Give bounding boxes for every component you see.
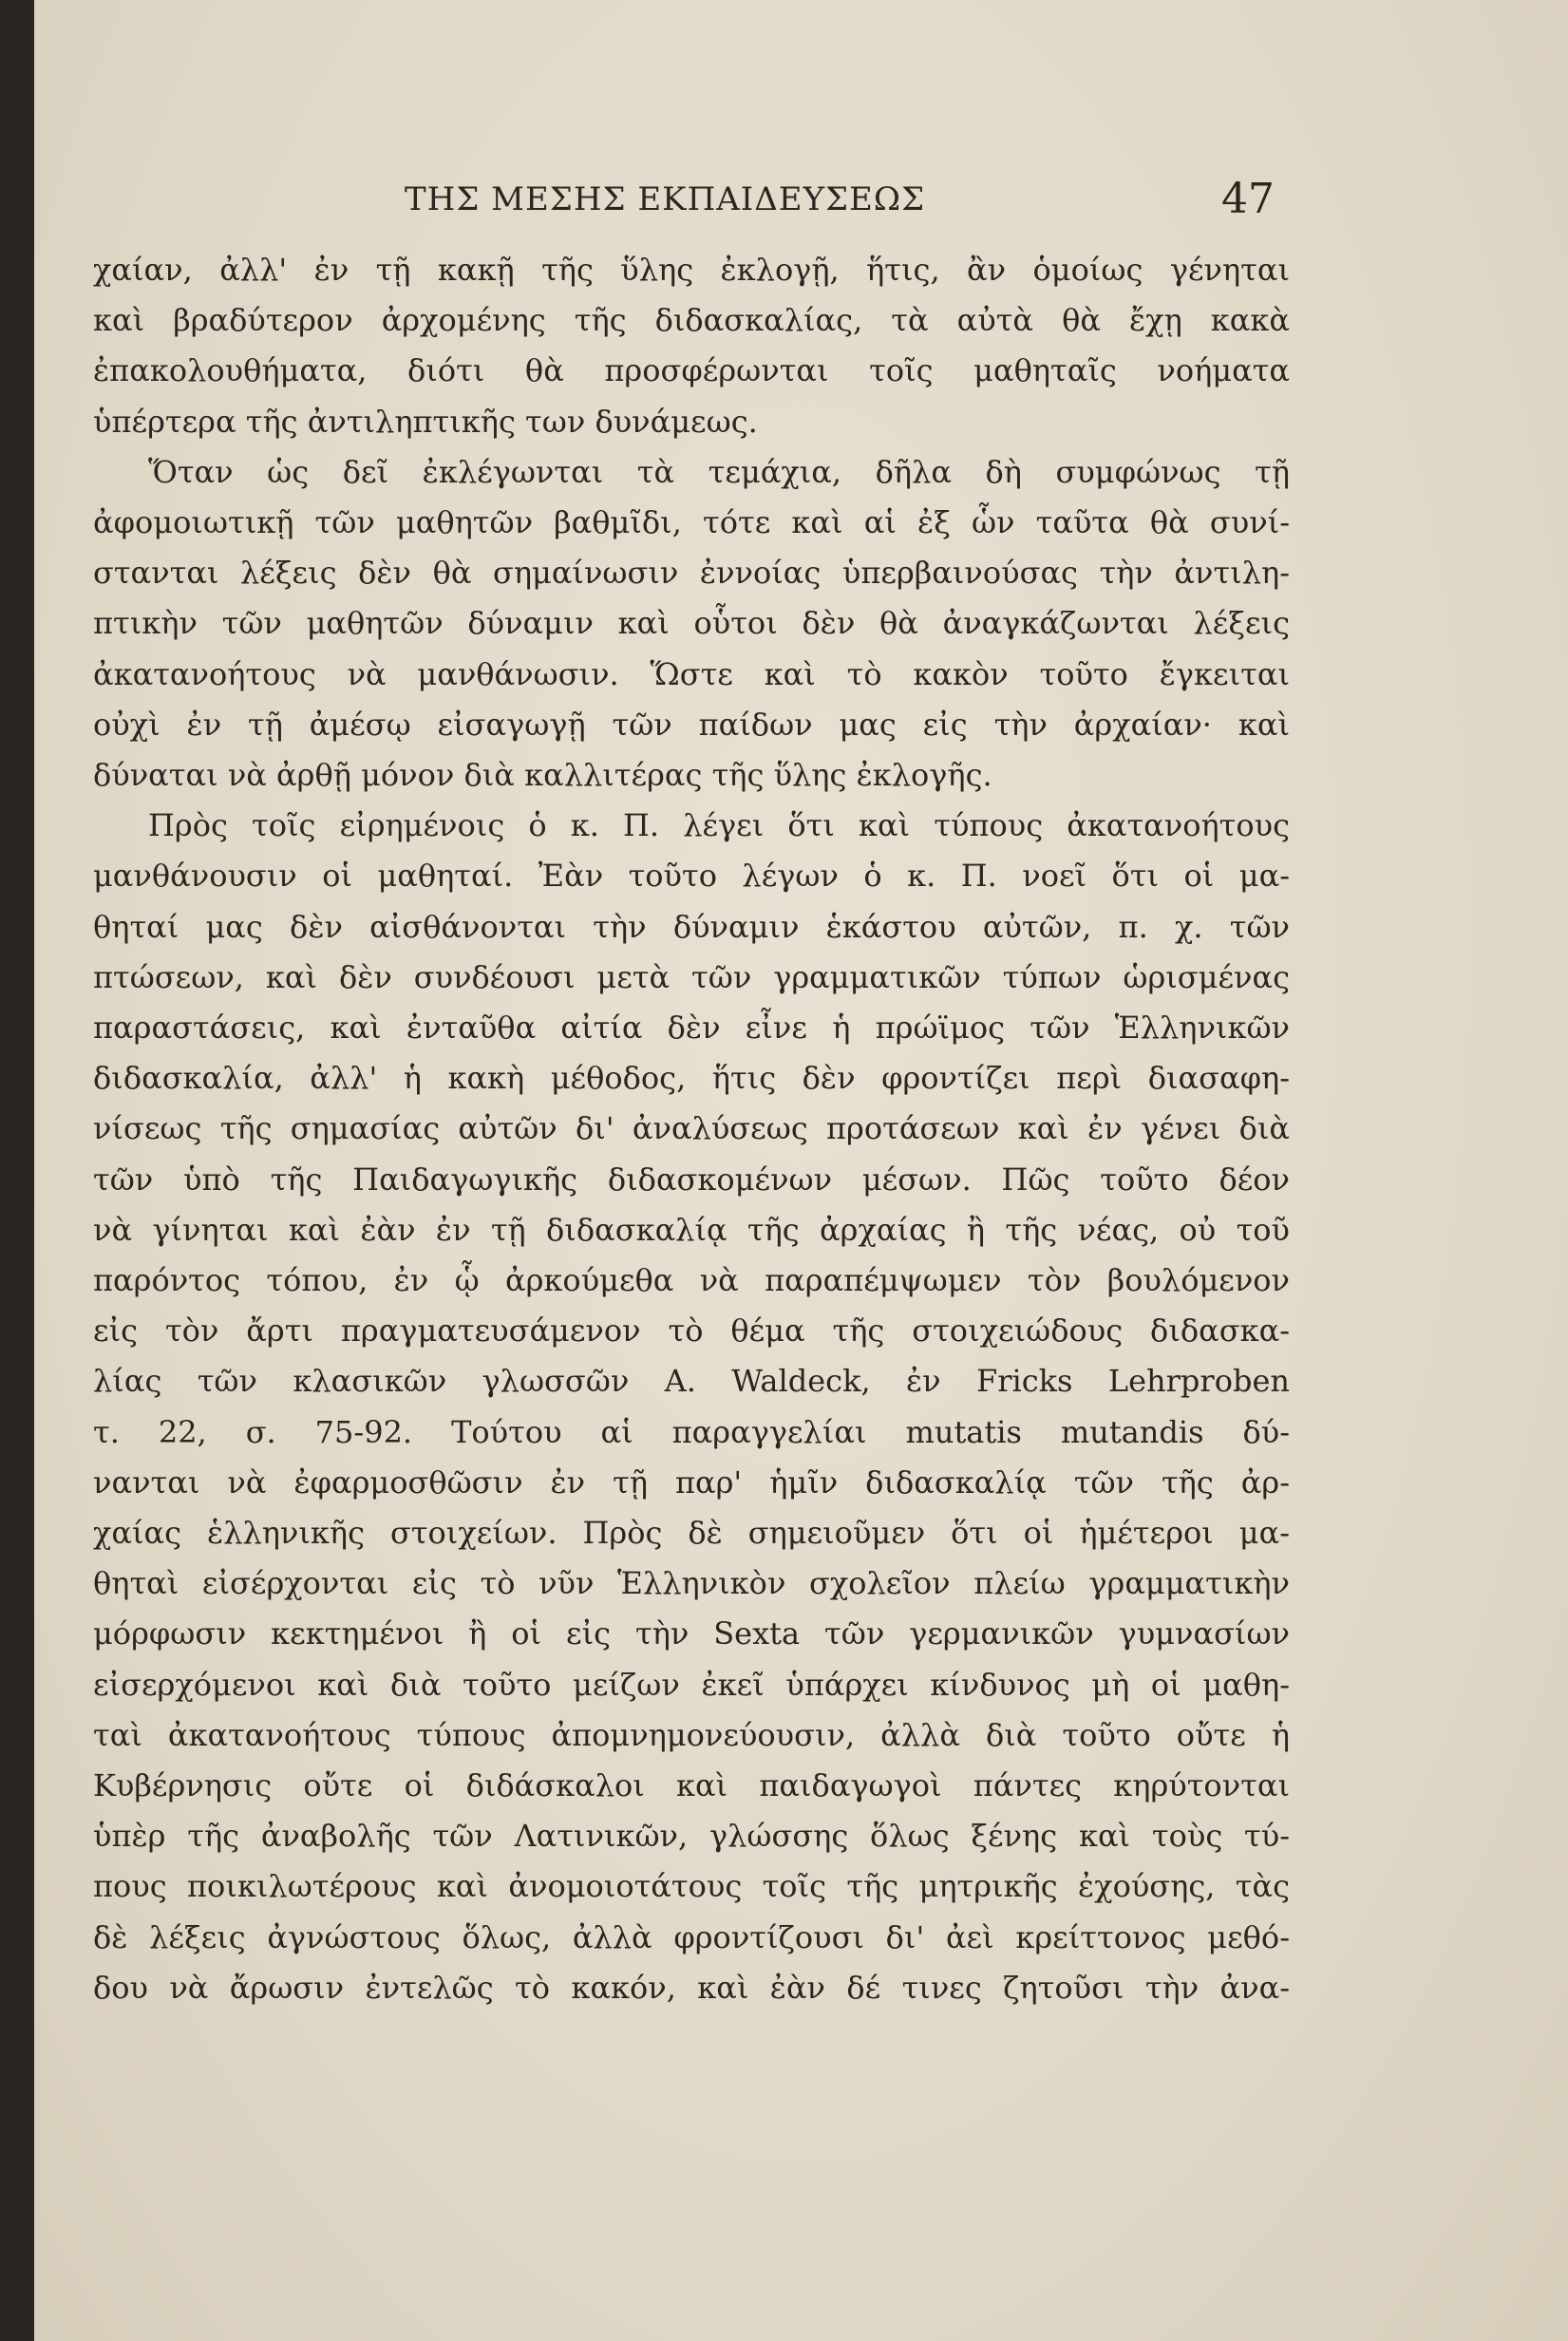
text-line: Ὅταν ὡς δεῖ ἐκλέγωνται τὰ τεμάχια, δῆλα δὴ συμφώνως τῇ [148,454,1290,490]
book-page [34,0,1568,2341]
text-line: πτώσεων, καὶ δὲν συνδέουσι μετὰ τῶν γραμματικῶν τύπων ὡρισμένας [93,959,1290,995]
text-line: ὑπέρτερα τῆς ἀντιληπτικῆς των δυνάμεως. [93,404,758,440]
text-line: εἰσερχόμενοι καὶ διὰ τοῦτο μείζων ἐκεῖ ὑπάρχει κίνδυνος μὴ οἱ μαθη- [93,1667,1290,1703]
text-line: Πρὸς τοῖς εἰρημένοις ὁ κ. Π. λέγει ὅτι καὶ τύπους ἀκατανοήτους [148,807,1290,843]
text-line: ἐπακολουθήματα, διότι θὰ προσφέρωνται τοῖς μαθηταῖς νοήματα [93,352,1290,388]
text-line: δου νὰ ἄρωσιν ἐντελῶς τὸ κακόν, καὶ ἐὰν δέ τινες ζητοῦσι τὴν ἀνα- [93,1970,1290,2006]
text-line: πους ποικιλωτέρους καὶ ἀνομοιοτάτους τοῖς τῆς μητρικῆς ἐχούσης, τὰς [93,1868,1290,1904]
text-line: χαίας ἑλληνικῆς στοιχείων. Πρὸς δὲ σημειοῦμεν ὅτι οἱ ἡμέτεροι μα- [93,1515,1290,1551]
text-line: μανθάνουσιν οἱ μαθηταί. Ἐὰν τοῦτο λέγων ὁ κ. Π. νοεῖ ὅτι οἱ μα- [93,858,1290,894]
text-line: εἰς τὸν ἄρτι πραγματευσάμενον τὸ θέμα τῆς στοιχειώδους διδασκα- [93,1312,1290,1349]
text-line: λίας τῶν κλασικῶν γλωσσῶν A. Waldeck, ἐν Fricks Lehrproben [93,1363,1290,1399]
page-number: 47 [1221,175,1275,223]
text-line: δὲ λέξεις ἀγνώστους ὅλως, ἀλλὰ φροντίζουσι δι' ἀεὶ κρείττονος μεθό- [93,1919,1290,1955]
text-line: δύναται νὰ ἀρθῇ μόνον διὰ καλλιτέρας τῆς ὕλης ἐκλογῆς. [93,757,992,793]
text-line: θηταί μας δὲν αἰσθάνονται τὴν δύναμιν ἑκάστου αὐτῶν, π. χ. τῶν [93,909,1290,945]
text-line: στανται λέξεις δὲν θὰ σημαίνωσιν ἐννοίας ὑπερβαινούσας τὴν ἀντιλη- [93,555,1290,591]
running-title: ΤΗΣ ΜΕΣΗΣ ΕΚΠΑΙΔΕΥΣΕΩΣ [405,180,926,218]
text-line: καὶ βραδύτερον ἀρχομένης τῆς διδασκαλίας, τὰ αὐτὰ θὰ ἔχῃ κακὰ [93,302,1290,338]
text-line: νανται νὰ ἐφαρμοσθῶσιν ἐν τῇ παρ' ἡμῖν διδασκαλίᾳ τῶν τῆς ἀρ- [93,1464,1290,1501]
text-line: χαίαν, ἀλλ' ἐν τῇ κακῇ τῆς ὕλης ἐκλογῇ, ἥτις, ἂν ὁμοίως γένηται [93,252,1290,288]
text-line: διδασκαλία, ἀλλ' ἡ κακὴ μέθοδος, ἥτις δὲν φροντίζει περὶ διασαφη- [93,1060,1290,1096]
text-line: τ. 22, σ. 75-92. Τούτου αἱ παραγγελίαι mutatis mutandis δύ- [93,1414,1290,1450]
page-header [34,175,1568,228]
text-line: ταὶ ἀκατανοήτους τύπους ἀπομνημονεύουσιν, ἀλλὰ διὰ τοῦτο οὔτε ἡ [93,1717,1290,1753]
text-line: οὐχὶ ἐν τῇ ἀμέσῳ εἰσαγωγῇ τῶν παίδων μας εἰς τὴν ἀρχαίαν· καὶ [93,707,1290,743]
text-line: παρόντος τόπου, ἐν ᾧ ἀρκούμεθα νὰ παραπέμψωμεν τὸν βουλόμενον [93,1262,1290,1298]
text-line: ὑπὲρ τῆς ἀναβολῆς τῶν Λατινικῶν, γλώσσης ὅλως ξένης καὶ τοὺς τύ- [93,1818,1290,1854]
text-line: νίσεως τῆς σημασίας αὐτῶν δι' ἀναλύσεως προτάσεων καὶ ἐν γένει διὰ [93,1110,1290,1146]
text-line: ἀκατανοήτους νὰ μανθάνωσιν. Ὥστε καὶ τὸ κακὸν τοῦτο ἔγκειται [93,656,1290,692]
text-line: μόρφωσιν κεκτημένοι ἢ οἱ εἰς τὴν Sexta τῶν γερμανικῶν γυμνασίων [93,1615,1290,1652]
text-line: Κυβέρνησις οὔτε οἱ διδάσκαλοι καὶ παιδαγωγοὶ πάντες κηρύτονται [93,1767,1290,1803]
text-line: νὰ γίνηται καὶ ἐὰν ἐν τῇ διδασκαλίᾳ τῆς ἀρχαίας ἢ τῆς νέας, οὐ τοῦ [93,1212,1290,1248]
text-line: ἀφομοιωτικῇ τῶν μαθητῶν βαθμῖδι, τότε καὶ αἱ ἐξ ὧν ταῦτα θὰ συνί- [93,504,1290,540]
text-line: πτικὴν τῶν μαθητῶν δύναμιν καὶ οὗτοι δὲν θὰ ἀναγκάζωνται λέξεις [93,605,1290,641]
text-line: θηταὶ εἰσέρχονται εἰς τὸ νῦν Ἑλληνικὸν σχολεῖον πλείω γραμματικὴν [93,1565,1290,1601]
text-line: τῶν ὑπὸ τῆς Παιδαγωγικῆς διδασκομένων μέσων. Πῶς τοῦτο δέον [93,1161,1290,1198]
text-line: παραστάσεις, καὶ ἐνταῦθα αἰτία δὲν εἶνε ἡ πρώϊμος τῶν Ἑλληνικῶν [93,1010,1290,1046]
